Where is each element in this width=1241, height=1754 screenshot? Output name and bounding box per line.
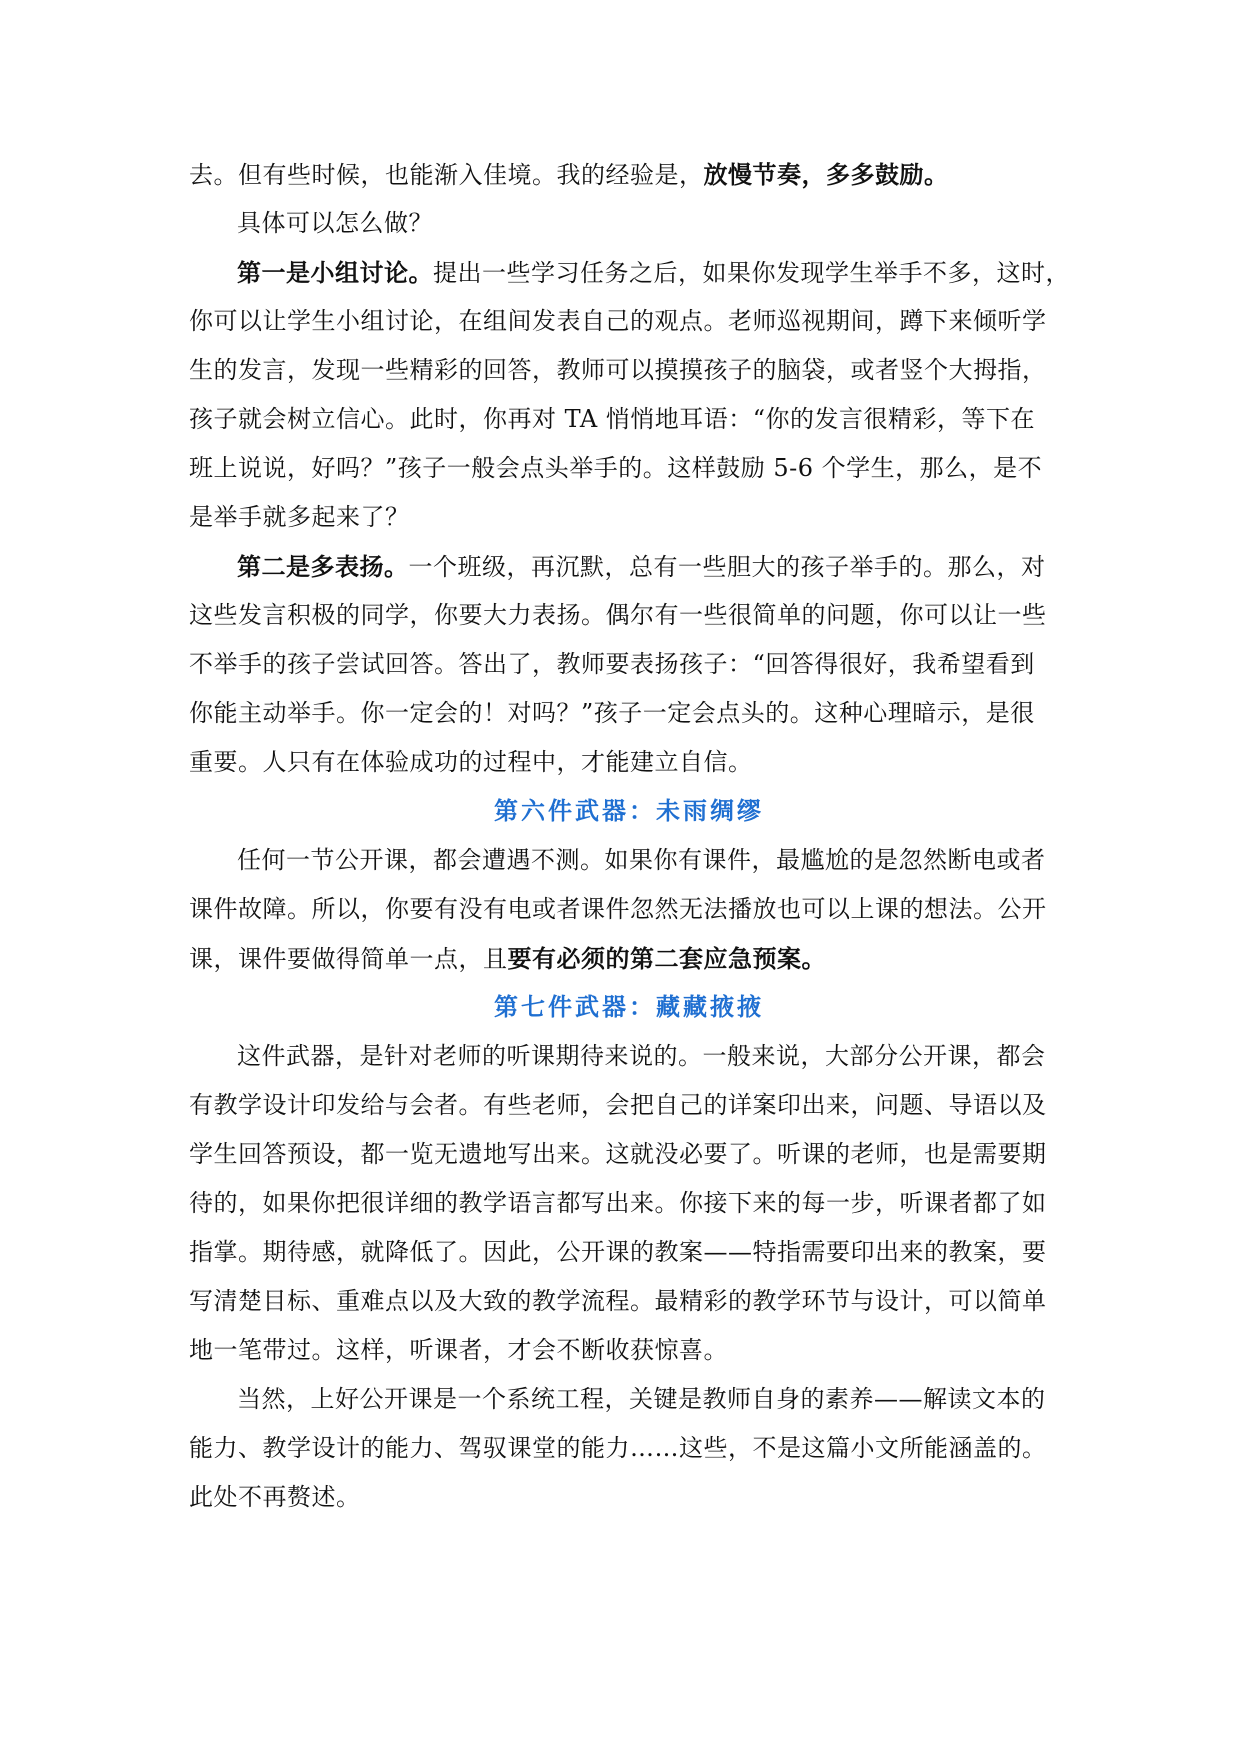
bold-text-run: 放慢节奏，多多鼓励。 bbox=[703, 160, 949, 189]
section-heading-7: 第七件武器：藏藏掖掖 bbox=[494, 993, 764, 1021]
text-run: 提出一些学习任务之后，如果你发现学生举手不多，这时， bbox=[433, 259, 1070, 287]
bold-lead-text: 第二是多表扬。 bbox=[237, 552, 409, 581]
paragraph-line: 能力、教学设计的能力、驾驭课堂的能力……这些，不是这篇小文所能涵盖的。 bbox=[189, 1434, 1047, 1462]
paragraph-line: 不举手的孩子尝试回答。答出了，教师要表扬孩子：“回答得很好，我希望看到 bbox=[189, 650, 1035, 678]
section-heading-6: 第六件武器：未雨绸缪 bbox=[494, 797, 764, 825]
bold-lead-text: 第一是小组讨论。 bbox=[237, 258, 433, 287]
bold-text-run: 要有必须的第二套应急预案。 bbox=[507, 944, 826, 973]
paragraph-line: 待的，如果你把很详细的教学语言都写出来。你接下来的每一步，听课者都了如 bbox=[189, 1189, 1047, 1217]
paragraph-line: 这件武器，是针对老师的听课期待来说的。一般来说，大部分公开课，都会 bbox=[237, 1042, 1046, 1070]
paragraph-line: 这些发言积极的同学，你要大力表扬。偶尔有一些很简单的问题，你可以让一些 bbox=[189, 601, 1047, 629]
paragraph-line: 有教学设计印发给与会者。有些老师，会把自己的详案印出来，问题、导语以及 bbox=[189, 1091, 1047, 1119]
paragraph-line bbox=[189, 542, 1069, 591]
paragraph-line: 当然，上好公开课是一个系统工程，关键是教师自身的素养——解读文本的 bbox=[237, 1385, 1046, 1413]
paragraph-line: 是举手就多起来了？ bbox=[189, 503, 410, 531]
paragraph-line bbox=[189, 150, 1069, 199]
document-page bbox=[189, 150, 1069, 1522]
paragraph-line: 学生回答预设，都一览无遗地写出来。这就没必要了。听课的老师，也是需要期 bbox=[189, 1140, 1047, 1168]
paragraph-line: 写清楚目标、重难点以及大致的教学流程。最精彩的教学环节与设计，可以简单 bbox=[189, 1287, 1047, 1315]
paragraph-line: 地一笔带过。这样，听课者，才会不断收获惊喜。 bbox=[189, 1336, 728, 1364]
paragraph-line: 任何一节公开课，都会遭遇不测。如果你有课件，最尴尬的是忽然断电或者 bbox=[237, 846, 1046, 874]
paragraph-line: 课件故障。所以，你要有没有电或者课件忽然无法播放也可以上课的想法。公开 bbox=[189, 895, 1047, 923]
paragraph-line bbox=[189, 248, 1069, 297]
paragraph-line: 生的发言，发现一些精彩的回答，教师可以摸摸孩子的脑袋，或者竖个大拇指， bbox=[189, 356, 1047, 384]
text-run: 课，课件要做得简单一点，且 bbox=[189, 945, 508, 973]
paragraph-line: 你能主动举手。你一定会的！对吗？”孩子一定会点头的。这种心理暗示，是很 bbox=[189, 699, 1035, 727]
text-run: 一个班级，再沉默，总有一些胆大的孩子举手的。那么，对 bbox=[408, 553, 1046, 581]
paragraph-line: 重要。人只有在体验成功的过程中，才能建立自信。 bbox=[189, 748, 753, 776]
paragraph-line: 你可以让学生小组讨论，在组间发表自己的观点。老师巡视期间，蹲下来倾听学 bbox=[189, 307, 1047, 335]
paragraph-line: 具体可以怎么做？ bbox=[237, 209, 433, 237]
text-run: 去。但有些时候，也能渐入佳境。我的经验是， bbox=[189, 161, 704, 189]
paragraph-line bbox=[189, 934, 1069, 983]
paragraph-line: 指掌。期待感，就降低了。因此，公开课的教案——特指需要印出来的教案，要 bbox=[189, 1238, 1047, 1266]
paragraph-line: 班上说说，好吗？”孩子一般会点头举手的。这样鼓励 5-6 个学生，那么，是不 bbox=[189, 454, 1043, 482]
paragraph-line: 孩子就会树立信心。此时，你再对 TA 悄悄地耳语：“你的发言很精彩，等下在 bbox=[189, 405, 1036, 433]
paragraph-line: 此处不再赘述。 bbox=[189, 1483, 361, 1511]
